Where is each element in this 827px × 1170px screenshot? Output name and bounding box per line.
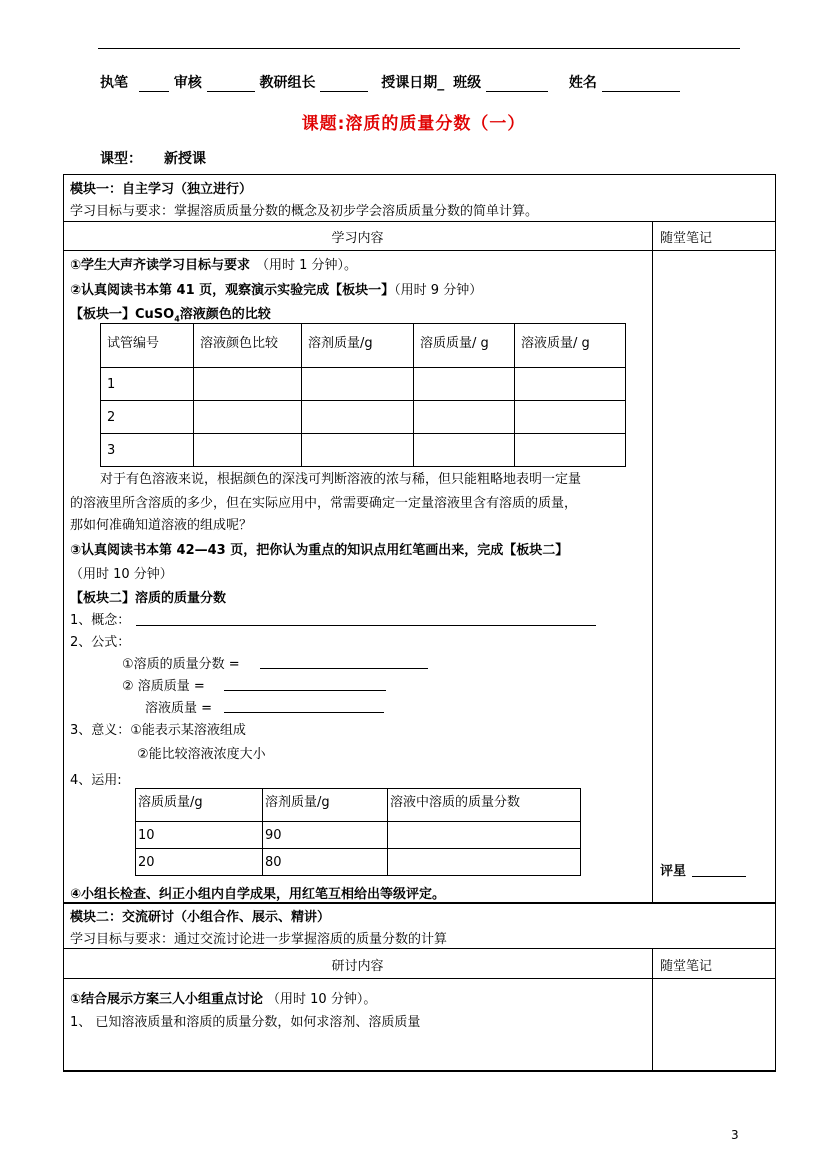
- table-cell: 10: [136, 822, 263, 849]
- table-cell: 20: [136, 849, 263, 876]
- table-cell[interactable]: [302, 368, 414, 401]
- m1-step2: ②认真阅读书本第 41 页，观察演示实验完成【板块一】（用时 9 分钟）: [70, 283, 483, 298]
- table-cell: 1: [101, 368, 194, 401]
- table-cell[interactable]: [515, 368, 626, 401]
- table-header: 溶液质量/ g: [515, 324, 626, 368]
- paragraph-line: 那如何准确知道溶液的组成呢？: [70, 518, 253, 533]
- m1-step3: ③认真阅读书本第 42—43 页，把你认为重点的知识点用红笔画出来，完成【板块二】: [70, 543, 569, 558]
- module1-col-content: 学习内容: [331, 231, 384, 246]
- table-cell[interactable]: [515, 401, 626, 434]
- concept-blank[interactable]: [136, 625, 596, 626]
- table-header: 溶剂质量/g: [302, 324, 414, 368]
- header-fields: [100, 72, 680, 92]
- module2-goal: 学习目标与要求：通过交流讨论进一步掌握溶质的质量分数的计算: [70, 932, 448, 947]
- concept-label: 1、概念：: [70, 613, 131, 628]
- color-comparison-table: [100, 323, 626, 467]
- page-title: 课题:溶质的质量分数（一）: [301, 114, 526, 134]
- blank-jiaoyanzuzhang[interactable]: [320, 77, 368, 92]
- formula-1: ①溶质的质量分数 =: [122, 657, 240, 672]
- table-cell[interactable]: [414, 434, 515, 467]
- table-cell[interactable]: [388, 849, 581, 876]
- formula-2: ② 溶质质量 =: [122, 679, 205, 694]
- table-header: 溶液中溶质的质量分数: [388, 789, 581, 822]
- table-header: 溶质质量/ g: [414, 324, 515, 368]
- table-cell[interactable]: [194, 368, 302, 401]
- module2-col-notes: 随堂笔记: [660, 959, 713, 974]
- module1-title: 模块一：自主学习（独立进行）: [70, 182, 253, 197]
- table-cell[interactable]: [515, 434, 626, 467]
- row-divider: [63, 250, 776, 251]
- formula-2-blank[interactable]: [224, 690, 386, 691]
- paragraph-line: 对于有色溶液来说，根据颜色的深浅可判断溶液的浓与稀，但只能粗略地表明一定量: [100, 472, 582, 487]
- m1-block2-title: 【板块二】溶质的质量分数: [70, 591, 227, 606]
- m1-step3-time: （用时 10 分钟）: [70, 567, 173, 582]
- table-cell: 3: [101, 434, 194, 467]
- notes-column-divider: [652, 948, 653, 1072]
- paragraph-line: 的溶液里所含溶质的多少，但在实际应用中，常需要确定一定量溶液里含有溶质的质量，: [70, 496, 578, 511]
- formula-label: 2、公式：: [70, 635, 131, 650]
- header-rule: [98, 48, 740, 49]
- module2-title: 模块二：交流研讨（小组合作、展示、精讲）: [70, 910, 331, 925]
- row-divider: [63, 948, 776, 949]
- table-cell: 80: [263, 849, 388, 876]
- module1-col-notes: 随堂笔记: [660, 231, 713, 246]
- rating-label: 评星: [660, 864, 687, 879]
- table-cell[interactable]: [388, 822, 581, 849]
- table-cell[interactable]: [194, 434, 302, 467]
- page-number: 3: [731, 1128, 739, 1142]
- table-cell[interactable]: [194, 401, 302, 434]
- rating-blank[interactable]: [692, 876, 746, 877]
- meaning-2: ②能比较溶液浓度大小: [137, 747, 266, 762]
- blank-xingming[interactable]: [602, 77, 680, 92]
- label-shenhe: 审核: [173, 75, 202, 91]
- module-divider: [63, 902, 776, 904]
- lesson-type: [100, 148, 206, 168]
- label-zhibi: 执笔: [100, 75, 128, 91]
- table-header: 溶剂质量/g: [263, 789, 388, 822]
- row-divider: [63, 978, 776, 979]
- table-cell[interactable]: [414, 368, 515, 401]
- lesson-type-value: 新授课: [164, 151, 206, 167]
- table-cell[interactable]: [302, 401, 414, 434]
- formula-3: 溶液质量 =: [145, 701, 213, 716]
- table-header: 试管编号: [101, 324, 194, 368]
- m1-step4: ④小组长检查、纠正小组内自学成果，用红笔互相给出等级评定。: [70, 887, 446, 902]
- table-cell[interactable]: [414, 401, 515, 434]
- table-cell: 90: [263, 822, 388, 849]
- usage-table: [135, 788, 581, 876]
- blank-banji[interactable]: [486, 77, 548, 92]
- formula-1-blank[interactable]: [260, 668, 428, 669]
- usage-label: 4、运用:: [70, 773, 122, 788]
- table-cell[interactable]: [302, 434, 414, 467]
- m2-question-1: 1、 已知溶液质量和溶质的质量分数，如何求溶剂、溶质质量: [70, 1015, 421, 1030]
- blank-zhibi[interactable]: [139, 77, 169, 92]
- formula-3-blank[interactable]: [224, 712, 384, 713]
- row-divider: [63, 221, 776, 222]
- label-xingming: 姓名: [568, 75, 597, 91]
- blank-shenhe[interactable]: [207, 77, 255, 92]
- meaning-1: 3、意义：①能表示某溶液组成: [70, 723, 246, 738]
- label-shouke-riqi: 授课日期_: [381, 75, 445, 91]
- table-cell: 2: [101, 401, 194, 434]
- label-banji: 班级: [453, 75, 482, 91]
- m1-step1: ①学生大声齐读学习目标与要求 （用时 1 分钟）。: [70, 258, 358, 273]
- lesson-type-label: 课型：: [100, 151, 142, 167]
- m2-step1: ①结合展示方案三人小组重点讨论 （用时 10 分钟）。: [70, 992, 377, 1007]
- module2-col-content: 研讨内容: [331, 959, 384, 974]
- module1-goal: 学习目标与要求：掌握溶质质量分数的概念及初步学会溶质质量分数的简单计算。: [70, 204, 539, 219]
- label-jiaoyanzuzhang: 教研组长: [259, 75, 316, 91]
- notes-column-divider: [652, 221, 653, 902]
- table-header: 溶液颜色比较: [194, 324, 302, 368]
- table-header: 溶质质量/g: [136, 789, 263, 822]
- m1-block1-title: 【板块一】CuSO$_4$溶液颜色的比较: [70, 307, 271, 324]
